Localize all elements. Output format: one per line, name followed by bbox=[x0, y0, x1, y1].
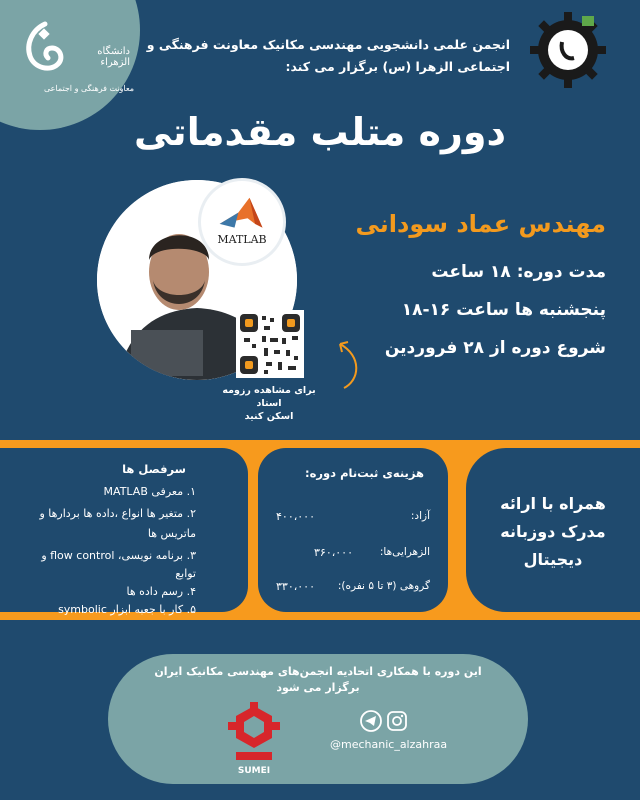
syllabus-item: ۴. رسم داده ها bbox=[126, 585, 196, 598]
association-gear-logo bbox=[526, 8, 610, 92]
university-name: دانشگاه الزهراء bbox=[97, 46, 130, 68]
syllabus-item: ۲. متغیر ها انواع ،داده ها بردارها و bbox=[39, 507, 196, 520]
collaboration-note bbox=[108, 664, 528, 696]
certificate-line-2: مدرک دوزبانه bbox=[500, 522, 606, 541]
fee-value: ۴۰۰،۰۰۰ bbox=[276, 510, 315, 523]
university-emblem-icon bbox=[20, 20, 70, 80]
certificate-card bbox=[466, 448, 640, 612]
matlab-label: MATLAB bbox=[217, 233, 267, 246]
syllabus-item: ماتریس ها bbox=[147, 527, 196, 540]
fee-label: الزهرایی‌ها: bbox=[379, 546, 430, 558]
telegram-icon[interactable] bbox=[360, 710, 382, 732]
footer-pill bbox=[108, 654, 528, 784]
fee-value: ۳۳۰،۰۰۰ bbox=[276, 580, 315, 593]
qr-caption-line-2: اسکن کنید bbox=[244, 411, 294, 422]
course-duration: مدت دوره: ۱۸ ساعت bbox=[431, 262, 606, 282]
syllabus-item: ۵. کار با جعبه ابزار symbolic bbox=[58, 603, 196, 616]
course-title: دوره متلب مقدماتی bbox=[133, 110, 506, 154]
university-subtitle: معاونت فرهنگی و اجتماعی bbox=[43, 84, 134, 93]
resume-qr-code[interactable] bbox=[236, 310, 304, 378]
qr-caption-line-1: برای مشاهده رزومه استاد bbox=[222, 385, 316, 409]
fee-label: آزاد: bbox=[410, 510, 430, 522]
syllabus-item: ۱. معرفی MATLAB bbox=[103, 485, 196, 498]
certificate-line-1: همراه با ارائه bbox=[500, 494, 606, 513]
announcement-line-1: انجمن علمی دانشجویی مهندسی مکانیک معاونت فرهنگی و bbox=[146, 37, 510, 52]
syllabus-card bbox=[0, 448, 248, 616]
instagram-icon[interactable] bbox=[386, 710, 408, 732]
collaboration-line-1: این دوره با همکاری اتحادیه انجمن‌های مهندسی مکانیک ایران bbox=[154, 665, 482, 678]
syllabus-heading: سرفصل ها bbox=[122, 462, 186, 476]
fees-card bbox=[258, 448, 448, 612]
course-schedule: پنجشنبه ها ساعت ۱۶-۱۸ bbox=[401, 300, 606, 320]
sumei-label: SUMEI bbox=[237, 766, 271, 776]
sumei-logo-icon bbox=[228, 702, 280, 772]
qr-caption bbox=[214, 384, 324, 423]
collaboration-line-2: برگزار می شود bbox=[276, 681, 360, 694]
certificate-text bbox=[466, 490, 640, 574]
syllabus-item: ۳. برنامه نویسی، flow control و bbox=[41, 549, 196, 562]
matlab-logo bbox=[198, 178, 286, 266]
fee-value: ۳۶۰،۰۰۰ bbox=[314, 546, 353, 559]
instagram-handle[interactable]: @mechanic_alzahraa bbox=[330, 738, 448, 751]
instructor-name: مهندس عماد سودانی bbox=[355, 210, 606, 238]
announcement-line-2: اجتماعی الزهرا (س) برگزار می کند: bbox=[285, 59, 510, 74]
certificate-line-3: دیجیتال bbox=[523, 550, 583, 569]
organizer-announcement bbox=[110, 34, 510, 78]
fee-label: گروهی (۳ تا ۵ نفره): bbox=[337, 580, 430, 592]
fees-heading: هزینه‌ی ثبت‌نام دوره: bbox=[305, 466, 424, 480]
curved-arrow-icon bbox=[316, 334, 366, 392]
syllabus-item: توابع bbox=[175, 567, 196, 580]
course-start-date: شروع دوره از ۲۸ فروردین bbox=[384, 338, 606, 358]
